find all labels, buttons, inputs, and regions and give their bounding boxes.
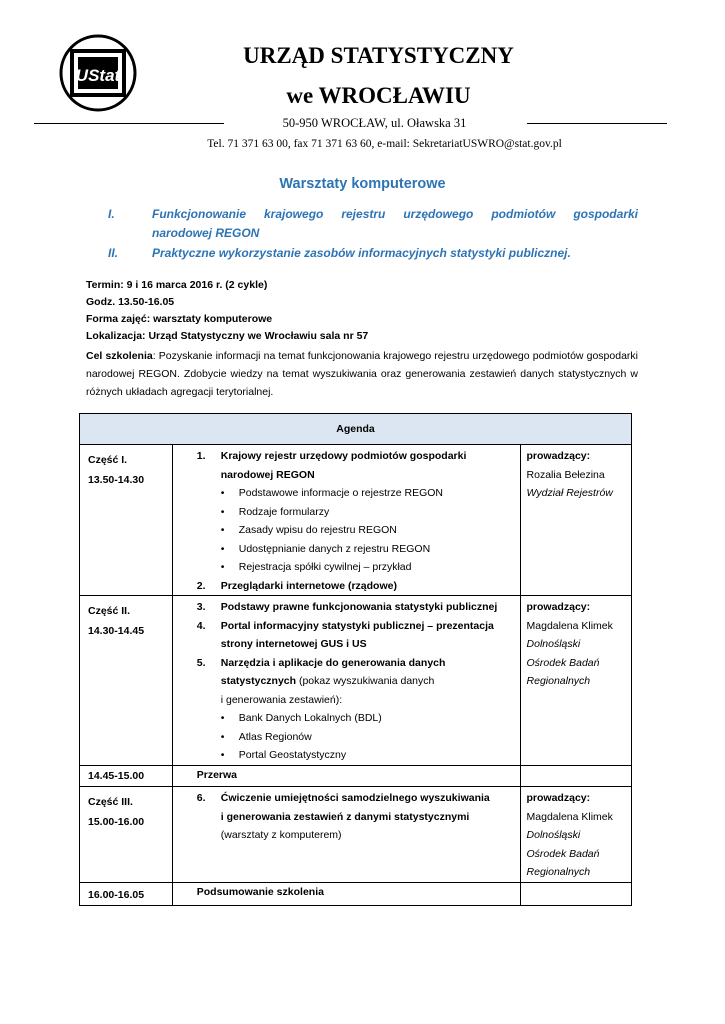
topic-1-num: I. xyxy=(108,207,115,221)
office-title-line1: URZĄD STATYSTYCZNY xyxy=(243,43,514,68)
item5-line2-rest: (pokaz wyszukiwania danych xyxy=(296,675,435,687)
item1-line2: narodowej REGON xyxy=(220,468,315,481)
item5-line1: Narzędzia i aplikacje do generowania danych xyxy=(220,656,446,669)
part1-bullet: • Zasady wpisu do rejestru REGON xyxy=(197,521,514,540)
office-contact: Tel. 71 371 63 00, fax 71 371 63 60, e-mail: SekretariatUSWRO@stat.gov.pl xyxy=(207,138,562,150)
doc-title: Warsztaty komputerowe xyxy=(279,176,446,192)
part3-lead-name: Magdalena Klimek xyxy=(526,810,613,823)
part3-lead-unit3: Regionalnych xyxy=(526,866,591,878)
item1-num: 1. xyxy=(196,450,206,462)
item4-line1: Portal informacyjny statystyki publicznej – prezentacja xyxy=(220,619,494,632)
agenda-header: Agenda xyxy=(80,414,632,445)
part2-lead-unit3: Regionalnych xyxy=(526,675,591,687)
part1-bullet: • Udostępnianie danych z rejestru REGON xyxy=(197,540,514,559)
part2-label: Część II. xyxy=(88,605,131,617)
item6-line3: (warsztaty z komputerem) xyxy=(220,829,342,841)
info-termin: Termin: 9 i 16 marca 2016 r. (2 cykle) xyxy=(86,279,268,291)
part2-bullet: • Atlas Regionów xyxy=(197,728,514,747)
item6-num: 6. xyxy=(196,792,206,804)
topic-2-line1: Praktyczne wykorzystanie zasobów informacyjnych statystyki publicznej. xyxy=(152,246,571,260)
item3-text: Podstawy prawne funkcjonowania statystyki publicznej xyxy=(220,601,498,613)
item5-line2-bold: statystycznych xyxy=(220,675,297,687)
office-title-line2: we WROCŁAWIU xyxy=(286,83,471,108)
part1-label: Część I. xyxy=(88,454,128,466)
agenda-row-break xyxy=(80,766,632,787)
item2-num: 2. xyxy=(196,579,206,592)
part1-lead-label: prowadzący: xyxy=(526,450,591,462)
agenda-row-part1 xyxy=(80,445,632,596)
item4-num: 4. xyxy=(196,619,206,632)
part3-time: 15.00-16.00 xyxy=(88,816,145,828)
cel-text: : Pozyskanie informacji na temat funkcjonowania krajowego rejestru urzędowego podmiotów gospodarki narodowej REGON. Zdobycie wiedzy na temat wyszukiwania oraz generowania zestawień danych statystycznych w różnych układach agregacji terytorialnej. xyxy=(86,350,638,398)
info-godz: Godz. 13.50-16.05 xyxy=(86,296,175,308)
item4-line2: strony internetowej GUS i US xyxy=(220,638,367,650)
part1-time: 13.50-14.30 xyxy=(88,474,145,486)
agenda-row-part2 xyxy=(80,596,632,766)
part1-bullet: • Podstawowe informacje o rejestrze REGON xyxy=(197,484,514,503)
cel-label: Cel szkolenia xyxy=(86,350,153,362)
break-label: Przerwa xyxy=(172,766,520,787)
office-address: 50-950 WROCŁAW, ul. Oławska 31 xyxy=(282,116,467,130)
item3-num: 3. xyxy=(196,601,206,613)
part2-lead-unit2: Ośrodek Badań xyxy=(526,656,600,669)
summary-label: Podsumowanie szkolenia xyxy=(172,882,520,905)
item6-line1: Ćwiczenie umiejętności samodzielnego wyszukiwania xyxy=(220,792,490,804)
agenda-row-summary xyxy=(80,882,632,905)
part2-lead-label: prowadzący: xyxy=(526,601,591,613)
agenda-row-part3 xyxy=(80,787,632,883)
part2-lead-unit1: Dolnośląski xyxy=(526,638,581,650)
part1-lead-name: Rozalia Bełezina xyxy=(526,468,605,481)
info-lokalizacja: Lokalizacja: Urząd Statystyczny we Wrocławiu sala nr 57 xyxy=(86,330,369,342)
part3-lead-label: prowadzący: xyxy=(526,792,591,804)
part3-lead-unit2: Ośrodek Badań xyxy=(526,847,600,860)
cel-szkolenia xyxy=(86,347,638,401)
logo-text: UStat xyxy=(75,66,121,85)
item5-line3: i generowania zestawień): xyxy=(220,693,343,706)
topic-1-line1: Funkcjonowanie krajowego rejestru urzędowego podmiotów gospodarki xyxy=(152,207,638,221)
topic-1-line2: narodowej REGON xyxy=(152,226,260,240)
item6-line2: i generowania zestawień z danymi statystycznymi xyxy=(220,810,470,823)
part2-time: 14.30-14.45 xyxy=(88,625,145,637)
info-forma: Forma zajęć: warsztaty komputerowe xyxy=(86,313,273,325)
part1-bullet: • Rejestracja spółki cywilnej – przykład xyxy=(197,558,514,577)
part2-bullet: • Portal Geostatystyczny xyxy=(197,746,514,765)
part3-lead-unit1: Dolnośląski xyxy=(526,829,581,841)
part2-bullet: • Bank Danych Lokalnych (BDL) xyxy=(197,709,514,728)
part1-lead-unit: Wydział Rejestrów xyxy=(526,487,613,499)
part3-label: Część III. xyxy=(88,796,133,808)
item5-num: 5. xyxy=(196,656,206,669)
topic-2-num: II. xyxy=(108,246,119,260)
item2-text: Przeglądarki internetowe (rządowe) xyxy=(220,579,397,592)
summary-time: 16.00-16.05 xyxy=(80,882,173,905)
agenda-table xyxy=(79,413,632,906)
break-time: 14.45-15.00 xyxy=(80,766,173,787)
part1-bullet: • Rodzaje formularzy xyxy=(197,503,514,522)
part2-lead-name: Magdalena Klimek xyxy=(526,619,613,632)
item1-line1: Krajowy rejestr urzędowy podmiotów gospodarki xyxy=(220,450,467,462)
